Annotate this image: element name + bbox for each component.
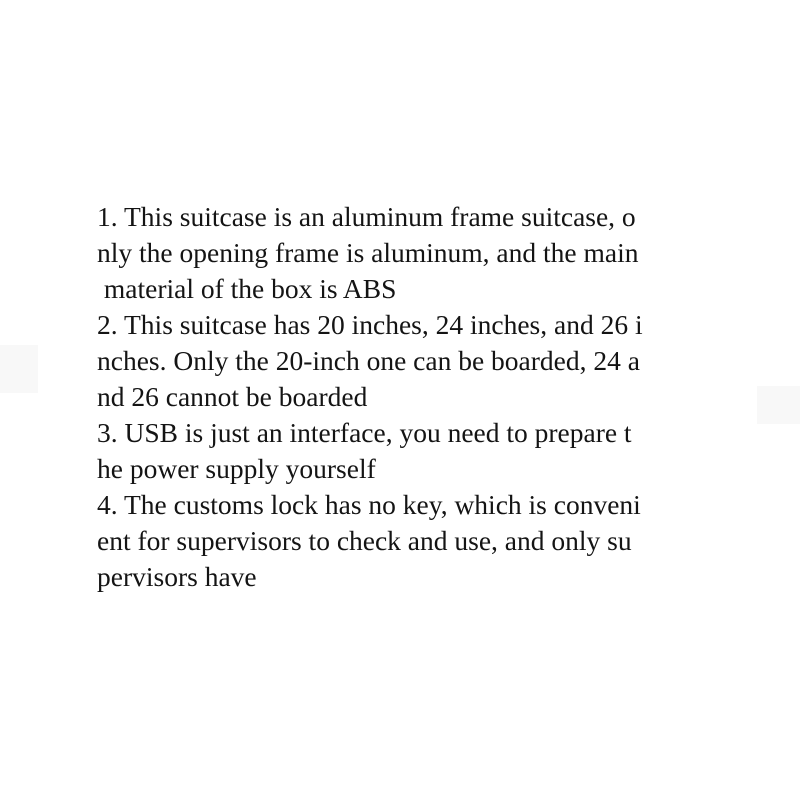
description-line-8: he power supply yourself (97, 453, 376, 484)
description-line-3: material of the box is ABS (97, 273, 397, 304)
description-line-2: nly the opening frame is aluminum, and the main (97, 237, 639, 268)
watermark-artifact-left (0, 345, 38, 393)
product-description-text (97, 199, 757, 595)
watermark-artifact-right (757, 386, 800, 424)
description-line-11: pervisors have (97, 561, 257, 592)
description-line-4: 2. This suitcase has 20 inches, 24 inches, and 26 i (97, 309, 643, 340)
description-line-1: 1. This suitcase is an aluminum frame suitcase, o (97, 201, 636, 232)
description-line-9: 4. The customs lock has no key, which is conveni (97, 489, 641, 520)
description-line-10: ent for supervisors to check and use, and only su (97, 525, 632, 556)
description-line-6: nd 26 cannot be boarded (97, 381, 368, 412)
description-line-5: nches. Only the 20-inch one can be boarded, 24 a (97, 345, 640, 376)
description-line-7: 3. USB is just an interface, you need to prepare t (97, 417, 632, 448)
